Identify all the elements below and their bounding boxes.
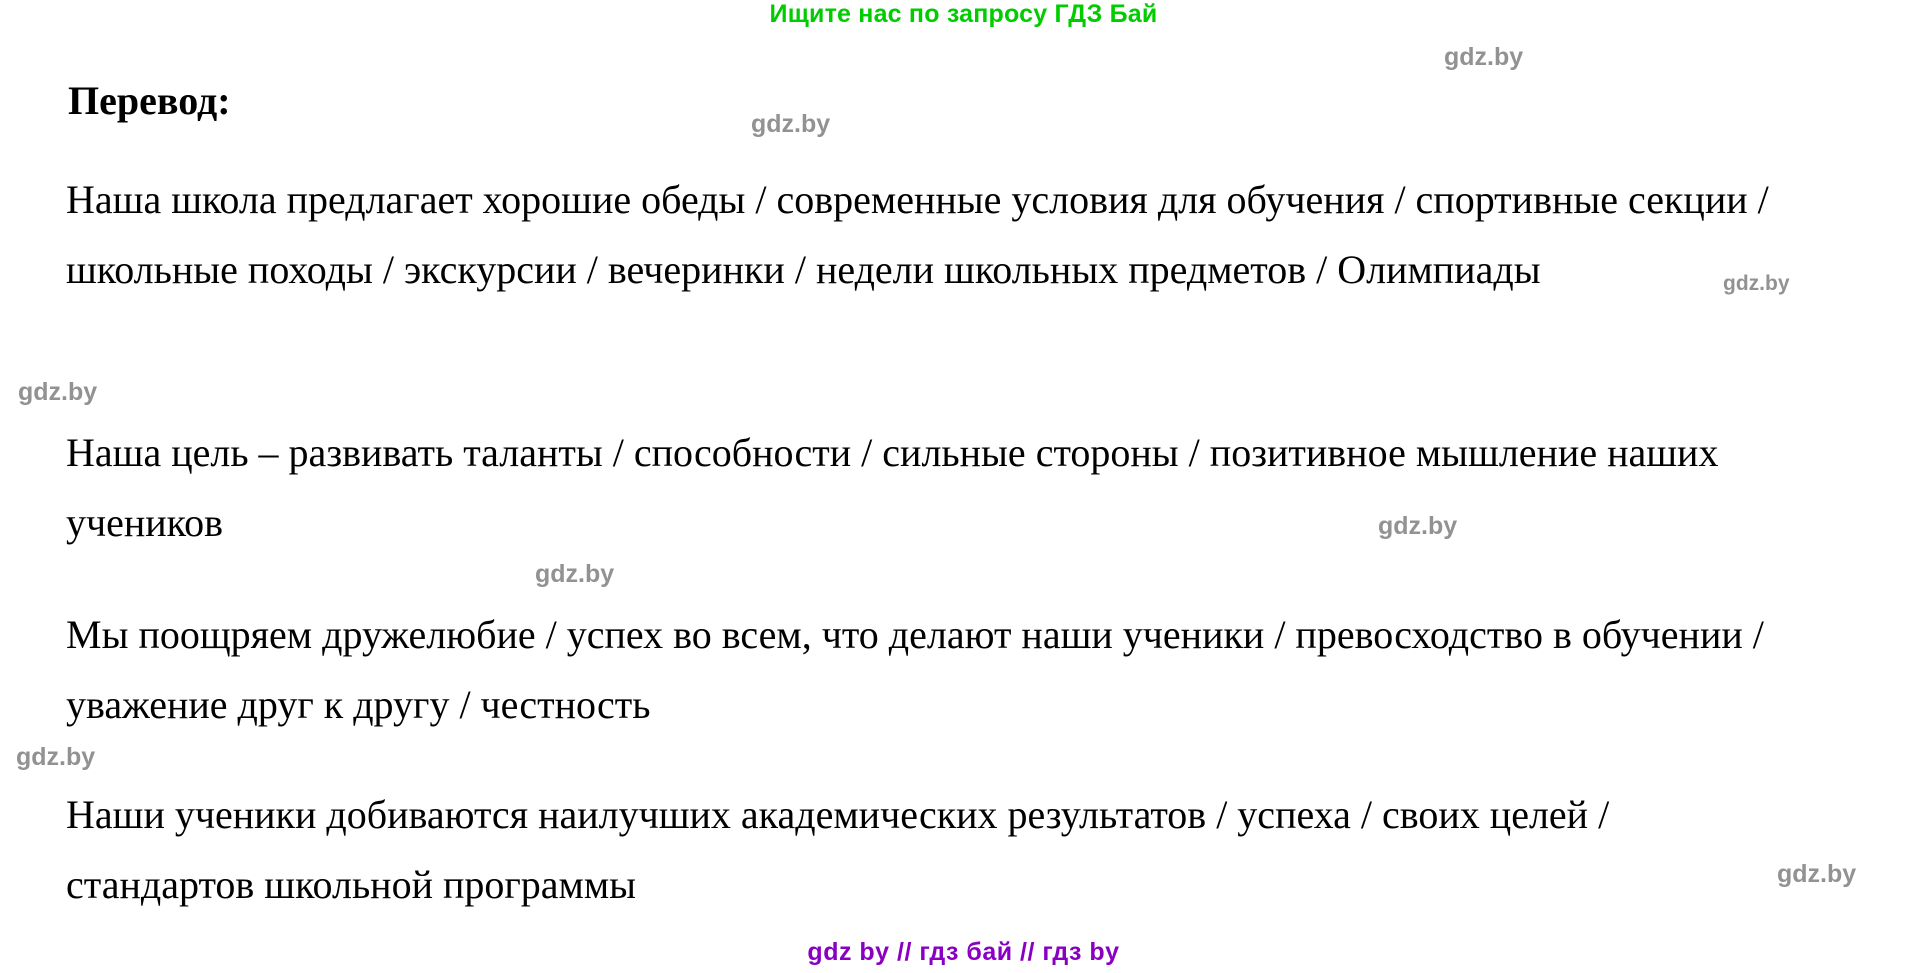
watermark: gdz.by — [1723, 272, 1790, 295]
translation-paragraph-2: Наша цель – развивать таланты / способности / сильные стороны / позитивное мышление наших учеников — [66, 430, 1719, 545]
translation-paragraph-4: Наши ученики добиваются наилучших академических результатов / успеха / своих целей / стандартов школьной программы — [66, 792, 1610, 907]
watermark: gdz.by — [535, 560, 615, 588]
top-promo-banner: Ищите нас по запросу ГДЗ Бай — [769, 0, 1158, 28]
bottom-promo-banner: gdz by // гдз бай // гдз by — [807, 938, 1120, 966]
watermark: gdz.by — [1378, 512, 1458, 540]
watermark: gdz.by — [1777, 860, 1857, 888]
translation-paragraph-3: Мы поощряем дружелюбие / успех во всем, что делают наши ученики / превосходство в обучении / уважение друг к другу / честность — [66, 612, 1764, 727]
page-title: Перевод: — [68, 78, 231, 123]
watermark: gdz.by — [16, 743, 96, 771]
watermark: gdz.by — [751, 110, 831, 138]
translation-paragraph-1: Наша школа предлагает хорошие обеды / современные условия для обучения / спортивные секции / школьные походы / экскурсии / вечеринки / недели школьных предметов / Олимпиады — [66, 177, 1769, 292]
watermark: gdz.by — [1444, 43, 1524, 71]
watermark: gdz.by — [18, 378, 98, 406]
